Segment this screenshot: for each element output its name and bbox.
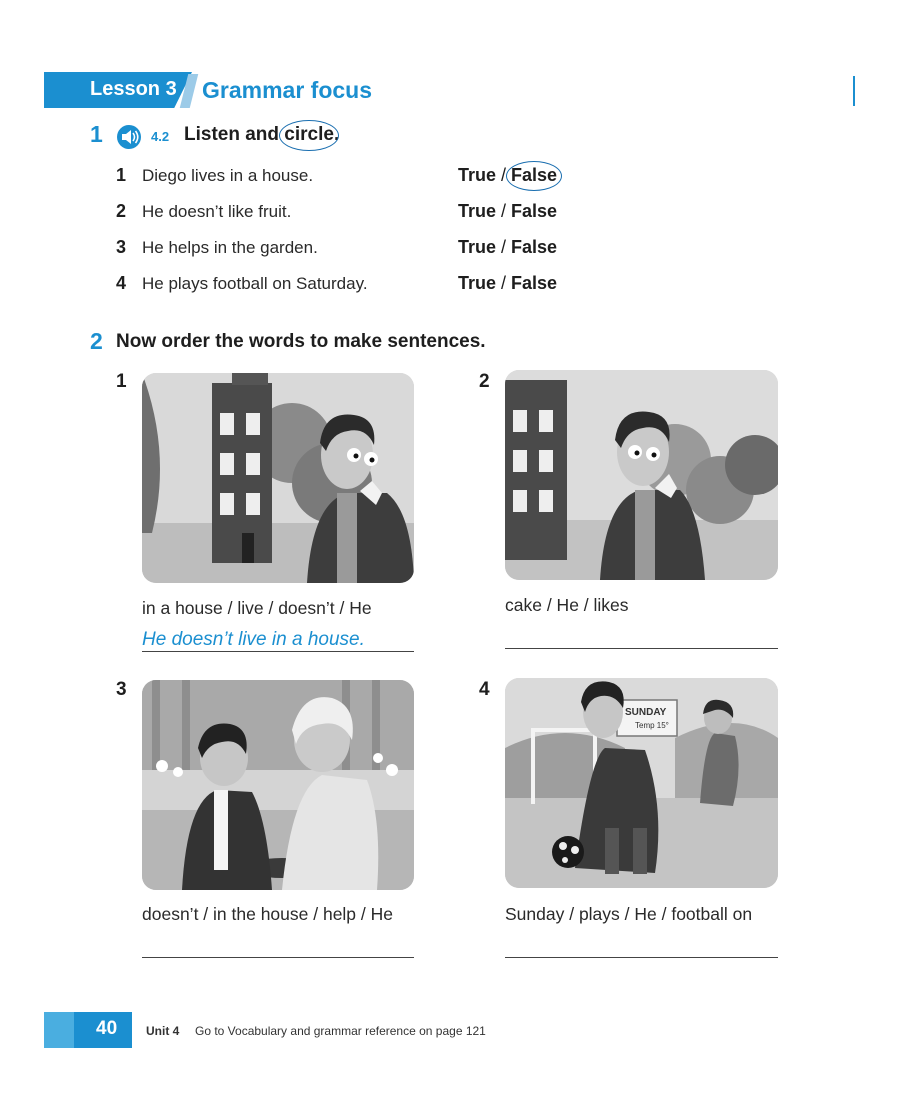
- exercise-1-instruction: [184, 124, 339, 146]
- item-number: 4: [479, 679, 490, 700]
- exercise-2-number: 2: [90, 328, 103, 354]
- item-number: 2: [479, 371, 490, 392]
- instruction-text: Listen and: [184, 124, 285, 145]
- option-false: False: [511, 273, 558, 293]
- audio-icon[interactable]: [116, 124, 142, 150]
- option-true: True: [458, 237, 497, 257]
- true-false-choice[interactable]: [458, 237, 557, 258]
- reference-text: Go to Vocabulary and grammar reference on page 121: [195, 1024, 486, 1038]
- lesson-label: Lesson 3: [90, 78, 177, 100]
- sign-day: SUNDAY: [625, 707, 667, 718]
- picture-boy-garden: [142, 680, 414, 890]
- option-true: True: [458, 273, 497, 293]
- circled-word: circle: [284, 124, 334, 145]
- answer-line[interactable]: [142, 957, 414, 958]
- statement-text: He helps in the garden.: [142, 238, 318, 257]
- statement-number: 4: [116, 273, 127, 293]
- statement-row: [116, 237, 596, 263]
- option-separator: /: [501, 273, 507, 293]
- sign-temp: Temp 15°: [635, 721, 669, 730]
- page-number: 40: [96, 1018, 118, 1039]
- page-number-tab-accent: [44, 1012, 74, 1048]
- exercise-1-number: 1: [90, 121, 103, 147]
- item-prompt: in a house / live / doesn’t / He: [142, 598, 372, 618]
- statement-text: Diego lives in a house.: [142, 166, 314, 185]
- true-false-choice[interactable]: [458, 165, 557, 186]
- picture-boy-football: [505, 678, 778, 888]
- option-false: False: [511, 237, 558, 257]
- statement-number: 1: [116, 165, 127, 185]
- answer-line: [142, 651, 414, 652]
- exercise-2-instruction: Now order the words to make sentences.: [116, 331, 486, 352]
- item-prompt: Sunday / plays / He / football on: [505, 904, 753, 924]
- option-true: True: [458, 201, 497, 221]
- item-answer[interactable]: He doesn’t live in a house.: [142, 629, 365, 650]
- answer-line[interactable]: [505, 648, 778, 649]
- item-prompt: doesn’t / in the house / help / He: [142, 904, 393, 924]
- margin-marker: [853, 76, 855, 106]
- option-separator: /: [501, 201, 507, 221]
- option-true: True: [458, 165, 497, 185]
- statement-number: 3: [116, 237, 127, 257]
- unit-label: Unit 4: [146, 1024, 180, 1038]
- statement-number: 2: [116, 201, 127, 221]
- item-prompt: cake / He / likes: [505, 595, 629, 615]
- option-separator: /: [501, 237, 507, 257]
- statement-row: [116, 165, 596, 191]
- option-separator: /: [501, 165, 507, 185]
- item-number: 3: [116, 679, 127, 700]
- statement-text: He doesn’t like fruit.: [142, 202, 292, 221]
- lesson-title: Grammar focus: [202, 77, 373, 103]
- statement-row: [116, 201, 596, 227]
- instruction-period: .: [333, 124, 340, 145]
- option-false: False: [511, 201, 558, 221]
- picture-boy-house: [142, 373, 414, 583]
- answer-line[interactable]: [505, 957, 778, 958]
- picture-boy-cake: [505, 370, 778, 580]
- statement-row: [116, 273, 596, 299]
- option-false-circled: False: [511, 165, 558, 185]
- true-false-choice[interactable]: [458, 273, 557, 294]
- track-number: 4.2: [151, 129, 170, 144]
- true-false-choice[interactable]: [458, 201, 557, 222]
- item-number: 1: [116, 371, 127, 392]
- statement-text: He plays football on Saturday.: [142, 274, 368, 293]
